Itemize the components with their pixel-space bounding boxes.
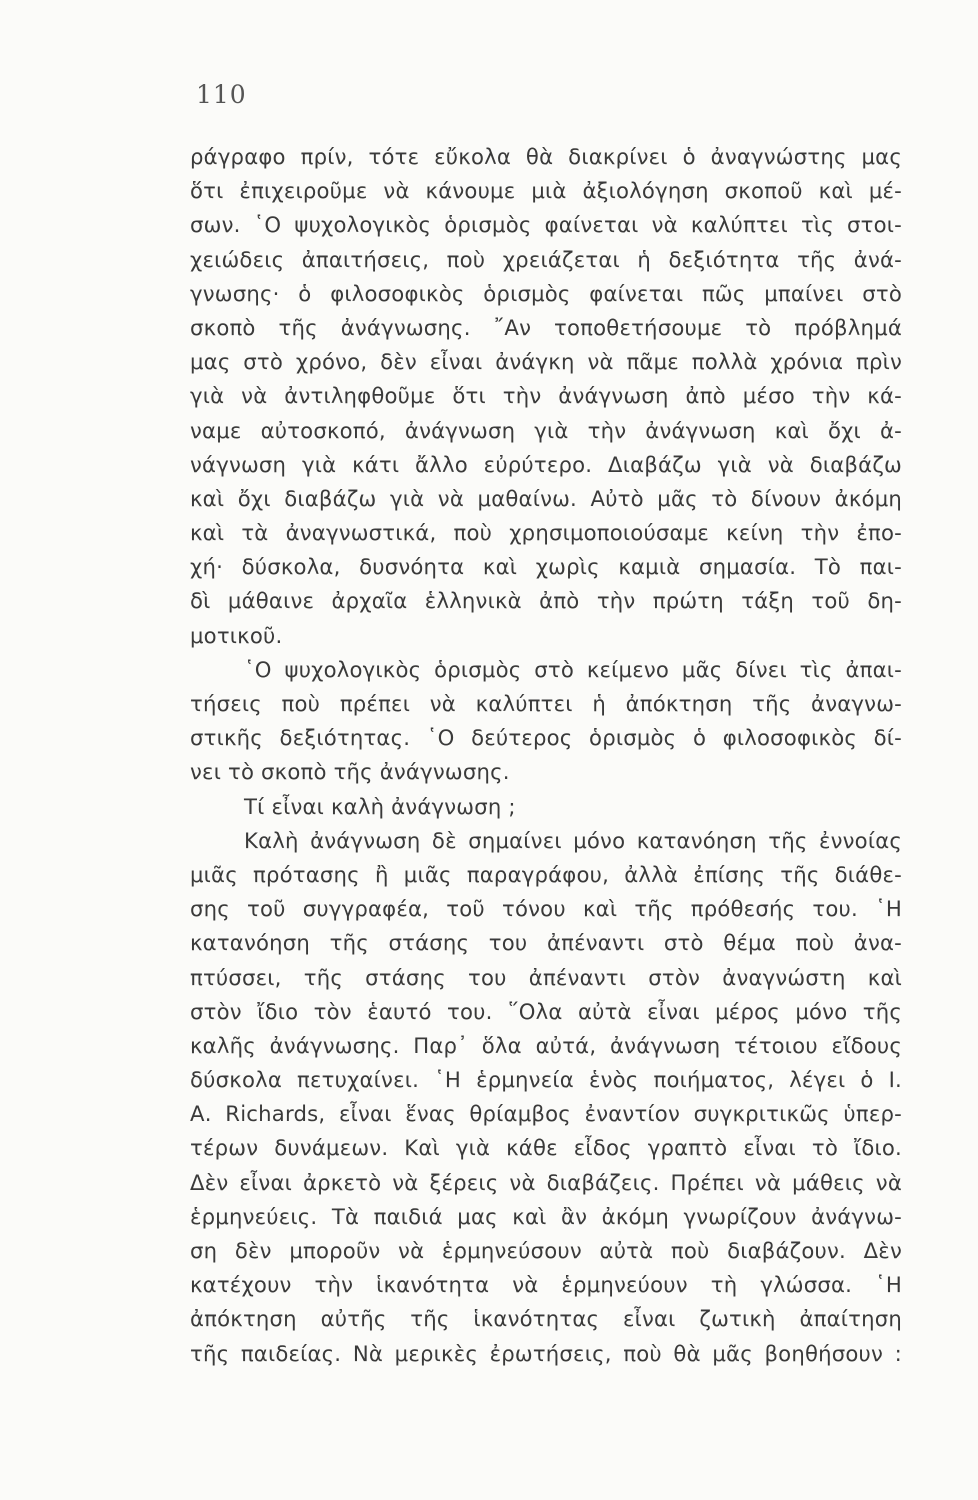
text-line: δὶ μάθαινε ἀρχαῖα ἑλληνικὰ ἀπὸ τὴν πρώτη τάξη τοῦ δη-: [190, 588, 902, 614]
text-line: ναμε αὐτοσκοπό, ἀνάγνωση γιὰ τὴν ἀνάγνωση καὶ ὄχι ἀ-: [190, 417, 902, 443]
page-number: 110: [196, 80, 247, 109]
text-line: νει τὸ σκοπὸ τῆς ἀνάγνωσης.: [190, 759, 510, 785]
text-line: καὶ τὰ ἀναγνωστικά, ποὺ χρησιμοποιούσαμε κείνη τὴν ἐπο-: [190, 520, 902, 546]
text-line: Τί εἶναι καλὴ ἀνάγνωση ;: [244, 793, 516, 819]
text-line: σκοπὸ τῆς ἀνάγνωσης. ῎Αν τοποθετήσουμε τὸ πρόβλημά: [190, 314, 902, 340]
text-line: ση δὲν μποροῦν νὰ ἑρμηνεύσουν αὐτὰ ποὺ διαβάζουν. Δὲν: [190, 1238, 902, 1263]
text-line: καλῆς ἀνάγνωσης. Παρ᾽ ὅλα αὐτά, ἀνάγνωση τέτοιου εἴδους: [190, 1032, 902, 1058]
text-line: γνωσης· ὁ φιλοσοφικὸς ὁρισμὸς φαίνεται πῶς μπαίνει στὸ: [190, 280, 902, 306]
text-line: σων. ῾Ο ψυχολογικὸς ὁρισμὸς φαίνεται νὰ καλύπτει τὶς στοι-: [190, 212, 902, 238]
text-line: γιὰ νὰ ἀντιληφθοῦμε ὅτι τὴν ἀνάγνωση ἀπὸ μέσο τὴν κά-: [190, 383, 902, 409]
text-line: στὸν ἴδιο τὸν ἑαυτό του. ῞Ολα αὐτὰ εἶναι μέρος μόνο τῆς: [190, 998, 902, 1024]
text-line: τῆς παιδείας. Νὰ μερικὲς ἐρωτήσεις, ποὺ θὰ μᾶς βοηθήσουν :: [190, 1340, 902, 1366]
text-line: τέρων δυνάμεων. Καὶ γιὰ κάθε εἶδος γραπτὸ εἶναι τὸ ἴδιο.: [190, 1135, 902, 1161]
text-line: μας στὸ χρόνο, δὲν εἶναι ἀνάγκη νὰ πᾶμε πολλὰ χρόνια πρὶν: [190, 349, 902, 375]
text-line: ἑρμηνεύεις. Τὰ παιδιά μας καὶ ἂν ἀκόμη γνωρίζουν ἀνάγνω-: [190, 1203, 902, 1229]
text-line: πτύσσει, τῆς στάσης του ἀπέναντι στὸν ἀναγνώστη καὶ: [190, 964, 902, 990]
text-line: ὅτι ἐπιχειροῦμε νὰ κάνουμε μιὰ ἀξιολόγηση σκοποῦ καὶ μέ-: [190, 178, 902, 204]
text-line: Καλὴ ἀνάγνωση δὲ σημαίνει μόνο κατανόηση τῆς ἐννοίας: [244, 827, 902, 853]
text-line: μιᾶς πρότασης ἢ μιᾶς παραγράφου, ἀλλὰ ἐπίσης τῆς διάθε-: [190, 861, 902, 887]
text-line: τήσεις ποὺ πρέπει νὰ καλύπτει ἡ ἀπόκτηση τῆς ἀναγνω-: [190, 691, 902, 716]
text-line: σης τοῦ συγγραφέα, τοῦ τόνου καὶ τῆς πρόθεσής του. ῾Η: [190, 896, 902, 922]
text-line: καὶ ὄχι διαβάζω γιὰ νὰ μαθαίνω. Αὐτὸ μᾶς τὸ δίνουν ἀκόμη: [190, 485, 902, 511]
text-line: ἀπόκτηση αὐτῆς τῆς ἱκανότητας εἶναι ζωτικὴ ἀπαίτηση: [190, 1306, 902, 1332]
text-line: χειώδεις ἀπαιτήσεις, ποὺ χρειάζεται ἡ δεξιότητα τῆς ἀνά-: [190, 246, 902, 272]
text-line: Α. Richards, εἶναι ἕνας θρίαμβος ἐναντίον συγκριτικῶς ὑπερ-: [190, 1101, 902, 1127]
text-line: ῾Ο ψυχολογικὸς ὁρισμὸς στὸ κείμενο μᾶς δίνει τὶς ἀπαι-: [244, 656, 902, 682]
text-line: στικῆς δεξιότητας. ῾Ο δεύτερος ὁρισμὸς ὁ φιλοσοφικὸς δί-: [190, 725, 902, 751]
text-line: ράγραφο πρίν, τότε εὔκολα θὰ διακρίνει ὁ ἀναγνώστης μας: [190, 144, 902, 169]
text-line: χή· δύσκολα, δυσνόητα καὶ χωρὶς καμιὰ σημασία. Τὸ παι-: [190, 554, 902, 580]
text-line: μοτικοῦ.: [190, 622, 283, 648]
text-line: κατανόηση τῆς στάσης του ἀπέναντι στὸ θέμα ποὺ ἀνα-: [190, 930, 902, 956]
body-text: [190, 140, 902, 1371]
text-line: νάγνωση γιὰ κάτι ἄλλο εὐρύτερο. Διαβάζω γιὰ νὰ διαβάζω: [190, 451, 902, 477]
text-line: δύσκολα πετυχαίνει. ῾Η ἑρμηνεία ἑνὸς ποιήματος, λέγει ὁ Ι.: [190, 1067, 902, 1093]
text-line: Δὲν εἶναι ἀρκετὸ νὰ ξέρεις νὰ διαβάζεις. Πρέπει νὰ μάθεις νὰ: [190, 1169, 902, 1195]
text-line: κατέχουν τὴν ἱκανότητα νὰ ἑρμηνεύουν τὴ γλώσσα. ῾Η: [190, 1272, 902, 1298]
